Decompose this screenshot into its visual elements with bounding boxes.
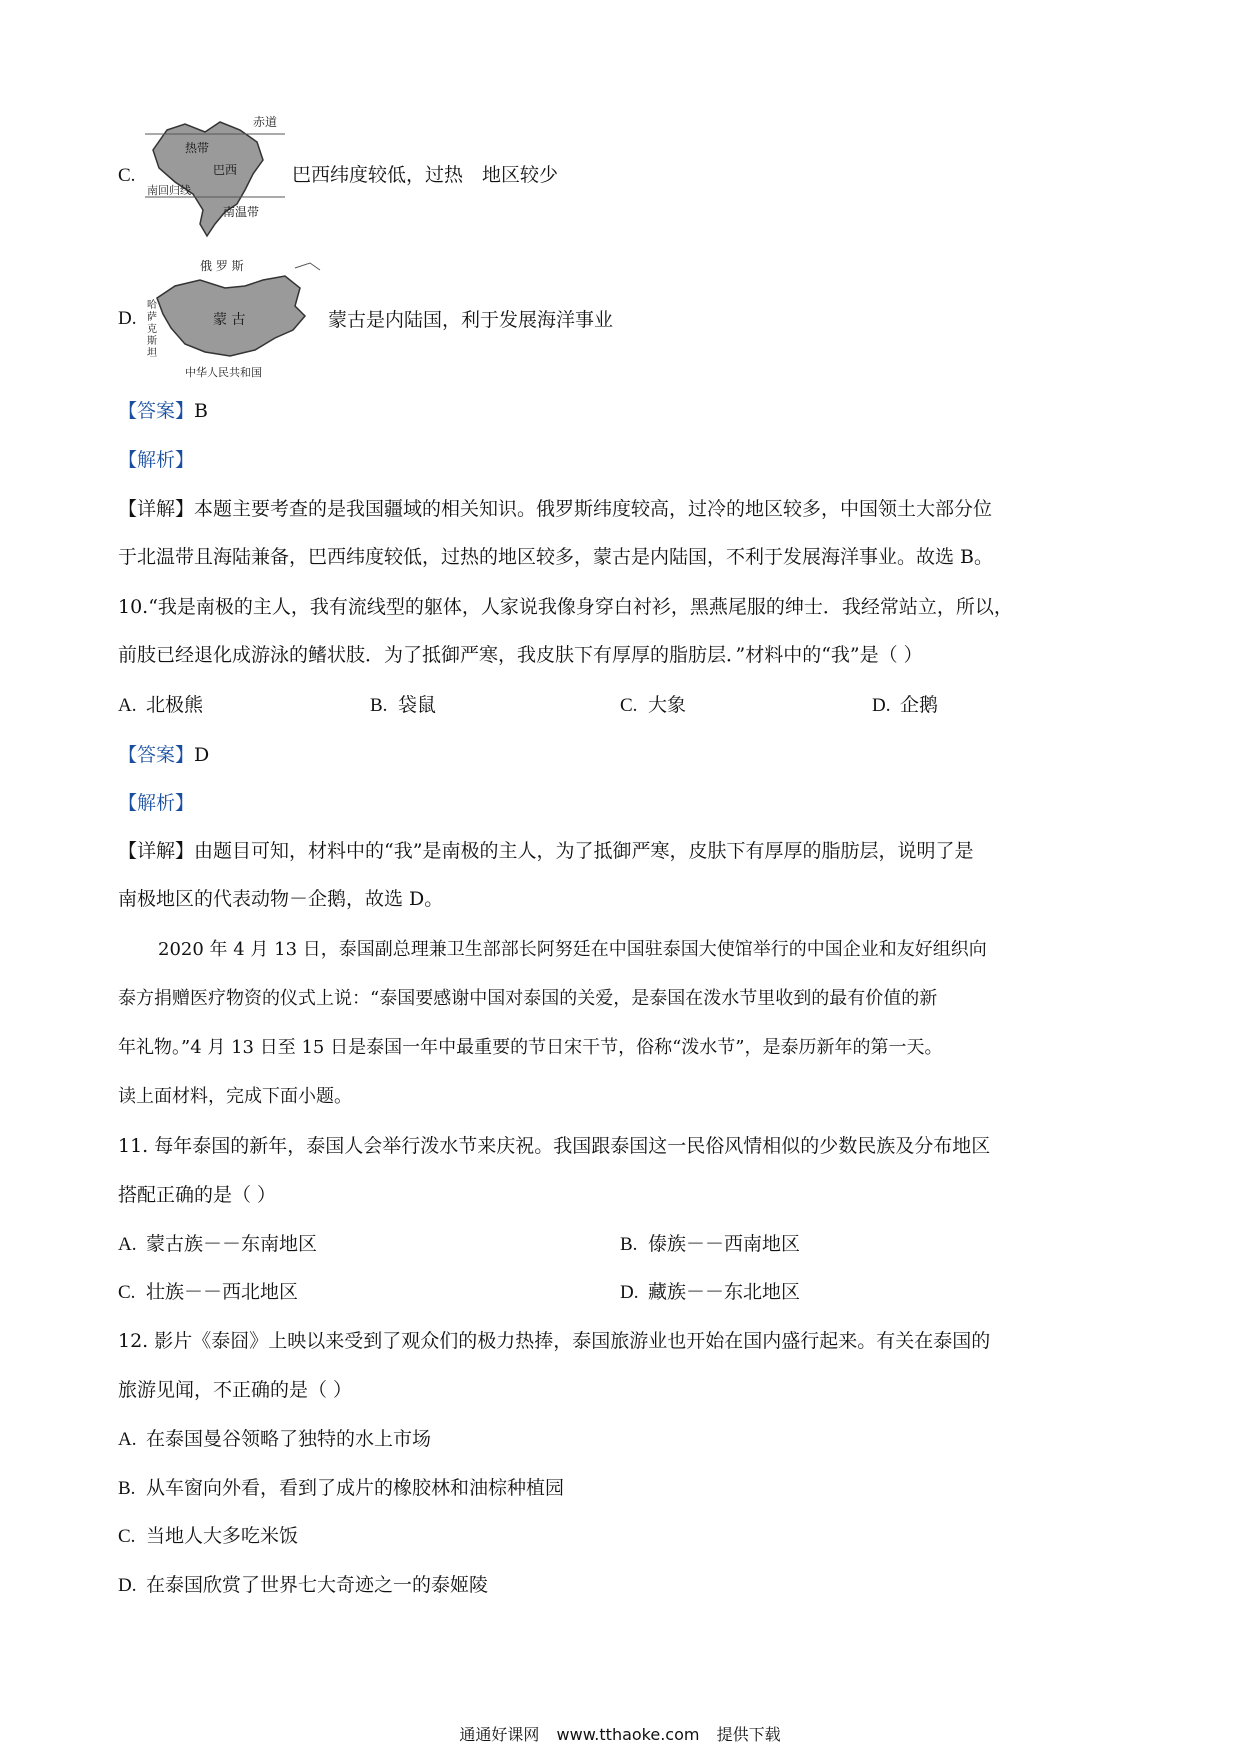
q9-option-d-text: 蒙古是内陆国，利于发展海洋事业	[328, 309, 614, 331]
q9-option-d	[118, 305, 146, 332]
q11-option-c	[118, 1279, 298, 1306]
q12-option-c	[118, 1523, 298, 1550]
map-label: 中华人民共和国	[185, 366, 262, 379]
option-letter: D.	[620, 1282, 639, 1303]
detail-label: 【详解】	[118, 840, 195, 862]
option-text: 从车窗向外看，看到了成片的橡胶林和油棕种植园	[146, 1477, 565, 1499]
q10-stem-line1: 10.“我是南极的主人，我有流线型的躯体，人家说我像身穿白衬衫，黑燕尾服的绅士．我经常站立，所以，	[118, 596, 1013, 618]
option-text: 壮族－－西北地区	[146, 1281, 299, 1303]
q10-option-d	[872, 692, 938, 719]
q11-stem-line2: 搭配正确的是（ ）	[118, 1184, 277, 1206]
q12-option-a	[118, 1426, 431, 1453]
option-letter: C.	[620, 695, 638, 716]
q9-option-c	[118, 162, 146, 189]
option-letter: A.	[118, 1429, 137, 1450]
detail-text: 由题目可知，材料中的“我”是南极的主人，为了抵御严寒，皮肤下有厚厚的脂肪层，说明了是	[194, 840, 974, 862]
page-footer	[0, 1722, 1240, 1745]
q10-answer	[118, 742, 209, 768]
q10-detail-line1	[118, 838, 973, 864]
answer-value: D	[194, 744, 210, 766]
option-text: 傣族－－西南地区	[648, 1233, 801, 1255]
passage-line4: 读上面材料，完成下面小题。	[118, 1086, 352, 1107]
q12-stem-line2: 旅游见闻，不正确的是（ ）	[118, 1379, 353, 1401]
footer-site: 通通好课网	[459, 1725, 540, 1744]
map-label: 蒙 古	[213, 312, 246, 328]
option-letter: B.	[118, 1478, 136, 1499]
passage-line2: 泰方捐赠医疗物资的仪式上说：“泰国要感谢中国对泰国的关爱，是泰国在泼水节里收到的最有价值的新	[118, 988, 938, 1009]
option-letter: D.	[872, 695, 891, 716]
option-letter: B.	[370, 695, 388, 716]
option-text: 袋鼠	[398, 694, 437, 716]
option-text: 企鹅	[900, 694, 939, 716]
map-label: 南回归线	[147, 184, 191, 197]
q10-stem-line2: 前肢已经退化成游泳的鳍状肢．为了抵御严寒，我皮肤下有厚厚的脂肪层．”材料中的“我”是（ ）	[118, 644, 923, 666]
q9-analysis	[118, 447, 194, 473]
q10-option-a	[118, 692, 203, 719]
option-letter: B.	[620, 1234, 638, 1255]
option-letter: A.	[118, 695, 137, 716]
detail-label: 【详解】	[118, 498, 195, 520]
q11-stem-line1: 11. 每年泰国的新年，泰国人会举行泼水节来庆祝。我国跟泰国这一民俗风情相似的少数民族及分布地区	[118, 1135, 991, 1157]
option-text: 当地人大多吃米饭	[146, 1525, 299, 1547]
q10-option-b	[370, 692, 436, 719]
footer-url[interactable]: www.tthaoke.com	[556, 1725, 700, 1744]
q11-option-d	[620, 1279, 800, 1306]
option-text: 在泰国欣赏了世界七大奇迹之一的泰姬陵	[146, 1574, 489, 1596]
answer-label: 【答案】	[118, 744, 195, 766]
option-letter: A.	[118, 1234, 137, 1255]
q10-analysis	[118, 790, 194, 816]
option-text: 在泰国曼谷领略了独特的水上市场	[146, 1428, 432, 1450]
mongolia-map-icon	[145, 258, 325, 383]
q12-option-b	[118, 1475, 564, 1502]
q9-detail-line1	[118, 496, 992, 522]
q12-option-d	[118, 1572, 488, 1599]
map-label: 赤道	[253, 115, 278, 129]
option-text: 北极熊	[146, 694, 204, 716]
option-text: 藏族－－东北地区	[648, 1281, 801, 1303]
option-text: 大象	[648, 694, 687, 716]
map-label: 俄 罗 斯	[200, 259, 244, 273]
q11-option-b	[620, 1231, 800, 1258]
q9-detail-line2: 于北温带且海陆兼备，巴西纬度较低，过热的地区较多，蒙古是内陆国，不利于发展海洋事业。故选 B。	[118, 546, 994, 568]
option-letter: D.	[118, 308, 137, 329]
option-text: 蒙古族－－东南地区	[146, 1233, 318, 1255]
answer-value: B	[194, 400, 208, 422]
q10-detail-line2: 南极地区的代表动物－企鹅，故选 D。	[118, 888, 444, 910]
footer-suffix: 提供下载	[716, 1725, 781, 1744]
option-letter: D.	[118, 1575, 137, 1596]
q10-option-c	[620, 692, 686, 719]
passage-line3: 年礼物。”4 月 13 日至 15 日是泰国一年中最重要的节日宋干节，俗称“泼水节”，是泰历新年的第一天。	[118, 1037, 943, 1058]
option-letter: C.	[118, 165, 136, 186]
q11-option-a	[118, 1231, 317, 1258]
option-letter: C.	[118, 1282, 136, 1303]
detail-text: 本题主要考查的是我国疆域的相关知识。俄罗斯纬度较高，过冷的地区较多，中国领土大部分位	[194, 498, 993, 520]
map-label: 巴西	[213, 163, 238, 177]
q12-stem-line1: 12. 影片《泰囧》上映以来受到了观众们的极力热捧，泰国旅游业也开始在国内盛行起来。有关在泰国的	[118, 1330, 991, 1352]
answer-label: 【答案】	[118, 400, 195, 422]
map-label: 热带	[185, 141, 210, 155]
map-label: 南温带	[223, 205, 260, 219]
map-label-kazakhstan: 哈萨克斯坦	[147, 300, 157, 359]
q9-answer	[118, 398, 208, 424]
option-letter: C.	[118, 1526, 136, 1547]
passage-line1: 2020 年 4 月 13 日，泰国副总理兼卫生部部长阿努廷在中国驻泰国大使馆举行的中国企业和友好组织向	[158, 939, 987, 960]
brazil-map	[145, 112, 285, 242]
brazil-map-icon	[145, 112, 285, 242]
analysis-label: 【解析】	[118, 792, 195, 814]
mongolia-map	[145, 258, 325, 383]
analysis-label: 【解析】	[118, 449, 195, 471]
q9-option-c-text: 巴西纬度较低，过热 地区较少	[292, 164, 559, 186]
